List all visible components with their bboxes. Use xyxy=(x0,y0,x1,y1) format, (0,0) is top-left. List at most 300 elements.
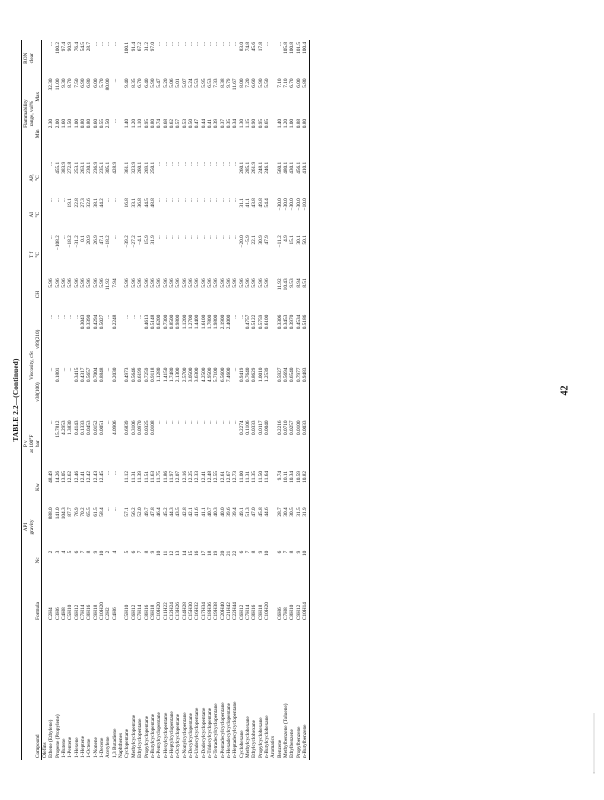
value-cell: 9 xyxy=(257,550,264,554)
value-cell: 6.40 xyxy=(143,78,150,88)
value-cell: 0.2274 xyxy=(238,420,245,435)
value-cell: 5.53 xyxy=(194,78,201,88)
value-cell: ... xyxy=(213,235,220,240)
value-cell: 5.50 xyxy=(264,78,271,88)
value-cell: 230.1 xyxy=(86,161,93,174)
value-cell: 11.35 xyxy=(251,471,258,483)
value-cell: 47.1 xyxy=(99,235,106,245)
value-cell: 14.26 xyxy=(54,471,61,483)
value-cell: 30.5 xyxy=(289,507,296,517)
value-cell: 12.67 xyxy=(225,471,232,483)
value-cell: 97.0 xyxy=(149,42,156,52)
value-cell: 12.25 xyxy=(187,471,194,483)
value-cell: 7 xyxy=(80,550,87,554)
value-cell: 31.1 xyxy=(238,198,245,208)
value-cell: ... xyxy=(162,235,169,240)
value-cell: 15 xyxy=(187,550,194,556)
value-cell: 6.00 xyxy=(92,78,99,88)
value-cell: ... xyxy=(111,471,118,475)
value-cell: 272.8 xyxy=(67,161,74,174)
compound-name: Propene (Propylene) xyxy=(54,714,61,758)
compound-name: n-Hexylcyclopentane xyxy=(162,712,169,758)
value-cell: 5.96 xyxy=(168,278,175,288)
header-ai-unit: °C xyxy=(35,196,42,233)
value-cell: 0.2030 xyxy=(111,367,118,383)
formula-cell: C8H16 xyxy=(251,604,258,620)
value-cell: 10.59 xyxy=(295,471,302,483)
value-cell: ... xyxy=(200,420,207,425)
value-cell: 27.3 xyxy=(80,198,87,208)
value-cell: 0.0051 xyxy=(99,420,106,435)
value-cell: −27.2 xyxy=(130,235,137,248)
value-cell: 263.1 xyxy=(80,161,87,174)
value-cell: ... xyxy=(232,235,239,240)
value-cell: 0.7977 xyxy=(295,367,302,383)
value-cell: 9 xyxy=(149,550,156,554)
value-cell: ... xyxy=(168,161,175,166)
value-cell: 5.96 xyxy=(130,278,137,288)
value-cell: 80.00 xyxy=(105,78,112,91)
value-cell: 12.33 xyxy=(194,471,201,483)
value-cell: 0.37 xyxy=(219,118,226,129)
value-cell: 1.20 xyxy=(283,118,290,129)
header-pv: P v xyxy=(23,440,29,448)
value-cell: 8.94 xyxy=(295,278,302,288)
value-cell: 38.1 xyxy=(92,198,99,208)
header-v99: ν99(210) xyxy=(35,313,42,366)
value-cell: ... xyxy=(168,198,175,203)
value-cell: ... xyxy=(232,314,239,319)
value-cell: 50.1 xyxy=(302,235,309,245)
value-cell: 261.9 xyxy=(251,161,258,174)
formula-cell: C6H12 xyxy=(238,604,245,620)
value-cell: ... xyxy=(105,367,112,372)
value-cell: 1.2700 xyxy=(187,314,194,330)
value-cell: 0.9419 xyxy=(238,367,245,383)
value-cell: 6.60 xyxy=(251,78,258,88)
value-cell: −30.0 xyxy=(289,198,296,211)
value-cell: ... xyxy=(73,314,80,319)
value-cell: 32.30 xyxy=(48,78,55,91)
value-cell: ... xyxy=(175,42,182,46)
value-cell: 4 xyxy=(61,550,68,554)
value-cell: 6.90 xyxy=(80,78,87,88)
compound-name: 1-Decene xyxy=(99,737,106,758)
value-cell: 87.7 xyxy=(67,507,74,517)
value-cell: −30.0 xyxy=(283,198,290,211)
value-cell: 6.5600 xyxy=(219,367,226,383)
page-number: 42 xyxy=(559,385,571,396)
value-cell: 100.2 xyxy=(54,42,61,54)
formula-cell: C19H38 xyxy=(213,602,220,620)
value-cell: 5.96 xyxy=(99,278,106,288)
value-cell: 49.8 xyxy=(257,198,264,208)
header-ron-clear: clear xyxy=(29,53,35,64)
value-cell: 15.1 xyxy=(289,235,296,245)
value-cell: 6.70 xyxy=(137,78,144,88)
value-cell: 2.4000 xyxy=(225,314,232,330)
value-cell: 5.96 xyxy=(206,278,213,288)
value-cell: 0.5657 xyxy=(86,367,93,383)
value-cell: 12.48 xyxy=(206,471,213,483)
value-cell: 11.75 xyxy=(156,471,163,483)
value-cell: 5.96 xyxy=(175,278,182,288)
value-cell: ... xyxy=(200,198,207,203)
value-cell: 54.4 xyxy=(264,198,271,208)
value-cell: −20.0 xyxy=(238,235,245,248)
value-cell: 12.41 xyxy=(200,471,207,483)
group-name: Olefins xyxy=(42,742,48,758)
value-cell: 6.00 xyxy=(295,78,302,88)
value-cell: ... xyxy=(213,420,220,425)
value-cell: 5.96 xyxy=(137,278,144,288)
value-cell: 11.97 xyxy=(168,471,175,483)
value-cell: 31.5 xyxy=(295,507,302,517)
value-cell: ... xyxy=(48,161,55,166)
value-cell: 0.3106 xyxy=(130,420,137,435)
value-cell: 305.1 xyxy=(105,161,112,174)
value-cell: 42.1 xyxy=(187,507,194,517)
value-cell: 6 xyxy=(73,550,80,554)
compound-name: Cyclohexane xyxy=(238,730,245,758)
value-cell: 3 xyxy=(54,550,61,554)
value-cell: 5 xyxy=(67,550,74,554)
formula-cell: C14H28 xyxy=(181,602,188,620)
value-cell: 10.82 xyxy=(302,471,309,483)
value-cell: 41.1 xyxy=(245,198,251,208)
value-cell: 0.4294 xyxy=(92,314,99,330)
value-cell: −10.0 xyxy=(302,198,309,211)
value-cell: 0.80 xyxy=(86,118,93,129)
header-pv-bar: bar xyxy=(35,418,42,469)
formula-cell: C9H12 xyxy=(295,604,302,620)
value-cell: 8.00 xyxy=(238,78,245,88)
value-cell: 5.96 xyxy=(181,278,188,288)
value-cell: ... xyxy=(219,420,226,425)
value-cell: 5.47 xyxy=(156,78,163,88)
value-cell: 74.8 xyxy=(245,42,251,52)
value-cell: 5.7100 xyxy=(213,367,220,383)
header-api: API xyxy=(23,522,29,532)
value-cell: 5.96 xyxy=(48,278,55,288)
value-cell: ... xyxy=(187,42,194,46)
value-cell: 19.1 xyxy=(67,198,74,208)
value-cell: 0.3453 xyxy=(283,314,290,330)
value-cell: 11.51 xyxy=(143,471,150,483)
header-tf: T f xyxy=(29,251,35,258)
value-cell: 30.4 xyxy=(283,507,290,517)
value-cell: 5.96 xyxy=(232,278,239,288)
value-cell: 7.94 xyxy=(111,278,118,288)
value-cell: ... xyxy=(187,420,194,425)
value-cell: 0.8848 xyxy=(99,367,106,383)
value-cell: 6.80 xyxy=(86,78,93,88)
value-cell: 0.5759 xyxy=(257,314,264,330)
formula-cell: C7H14 xyxy=(137,604,144,620)
value-cell: 26.9 xyxy=(92,235,99,245)
value-cell: 5.07 xyxy=(181,78,188,88)
value-cell: ... xyxy=(130,314,137,319)
value-cell: ... xyxy=(232,198,239,203)
group-heading xyxy=(42,40,49,760)
value-cell: 5.01 xyxy=(175,78,182,88)
value-cell: 5.96 xyxy=(213,278,220,288)
value-cell: 0.80 xyxy=(149,118,156,129)
value-cell: 0.1333 xyxy=(80,420,87,435)
value-cell: ... xyxy=(124,314,131,319)
compound-name: Methylcyclopentane xyxy=(130,714,137,758)
value-cell: 1.15 xyxy=(245,118,251,129)
value-cell: 8.38 xyxy=(219,78,226,88)
value-cell: −31.2 xyxy=(73,235,80,248)
value-cell: 44.3 xyxy=(168,507,175,517)
value-cell: 0.95 xyxy=(257,118,264,129)
compound-name: n-Pentadecylcyclopentane xyxy=(219,702,226,758)
value-cell: 11 xyxy=(162,550,169,556)
value-cell: 5.96 xyxy=(225,278,232,288)
value-cell: 1.10 xyxy=(137,118,144,129)
compound-name: Benzene xyxy=(276,739,283,758)
value-cell: ... xyxy=(206,161,213,166)
value-cell: 0.3043 xyxy=(80,314,87,330)
value-cell: 4 xyxy=(111,550,118,554)
value-cell: 285.1 xyxy=(245,161,251,174)
value-cell: 44.2 xyxy=(99,198,106,208)
compound-name: n-Undecylcyclopentane xyxy=(194,707,201,758)
formula-cell: C9H18 xyxy=(149,604,156,620)
value-cell: 0.68 xyxy=(162,118,169,129)
value-cell: ... xyxy=(225,198,232,203)
value-cell: 0.0333 xyxy=(251,420,258,435)
value-cell: 6 xyxy=(276,550,283,554)
value-cell: 7.10 xyxy=(283,78,290,88)
value-cell: 246.1 xyxy=(264,161,271,174)
formula-cell: C22H44 xyxy=(232,602,239,620)
value-cell: ... xyxy=(111,78,118,83)
value-cell: 0.5122 xyxy=(251,314,258,330)
compound-name: n-Dodecylcyclopentane xyxy=(200,707,207,758)
value-cell: 4.2500 xyxy=(200,367,207,383)
value-cell: 0.88 xyxy=(295,118,302,129)
value-cell: ... xyxy=(232,367,239,372)
formula-cell: C3H6 xyxy=(54,607,61,620)
value-cell: 0.0033 xyxy=(302,420,309,435)
value-cell: ... xyxy=(213,161,220,166)
value-cell: 11.31 xyxy=(245,471,251,483)
value-cell: 83.0 xyxy=(238,42,245,52)
value-cell: −5.9 xyxy=(245,235,251,245)
value-cell: 31.9 xyxy=(302,507,309,517)
value-cell: 11.67 xyxy=(232,78,239,91)
value-cell: 323.9 xyxy=(130,161,137,174)
value-cell: 0.60 xyxy=(92,118,99,129)
value-cell: ... xyxy=(264,42,271,46)
value-cell: 888.0 xyxy=(48,507,55,520)
value-cell: 253.1 xyxy=(73,161,80,174)
value-cell: 0.0453 xyxy=(86,420,93,435)
value-cell: ... xyxy=(54,198,61,203)
value-cell: 1.20 xyxy=(130,118,137,129)
value-cell: 12.07 xyxy=(175,471,182,483)
value-cell: ... xyxy=(105,471,112,475)
value-cell: 141.0 xyxy=(54,507,61,520)
value-cell: −11.2 xyxy=(276,235,283,248)
value-cell: 4.2953 xyxy=(61,420,68,435)
value-cell: 0.3306 xyxy=(276,314,283,330)
value-cell: 1.3830 xyxy=(67,420,74,435)
value-cell: 40.7 xyxy=(206,507,213,517)
header-kw: Kw xyxy=(35,469,42,505)
value-cell: 5.96 xyxy=(54,278,61,288)
formula-cell: C8H10 xyxy=(289,604,296,620)
value-cell: 41.1 xyxy=(200,507,207,517)
value-cell: 0.55 xyxy=(99,118,106,129)
value-cell: ... xyxy=(181,235,188,240)
value-cell: 44.5 xyxy=(143,198,150,208)
value-cell: 0.3415 xyxy=(73,367,80,383)
value-cell: ... xyxy=(181,420,188,425)
value-cell: ... xyxy=(175,235,182,240)
value-cell: 5.90 xyxy=(149,78,156,88)
value-cell: 2.00 xyxy=(54,118,61,129)
value-cell: 480.1 xyxy=(283,161,290,174)
header-compound: Compound xyxy=(35,622,42,760)
value-cell: 0.90 xyxy=(251,118,258,129)
header-flam-range: range, vol% xyxy=(29,100,35,127)
value-cell: 11.12 xyxy=(124,471,131,483)
value-cell: 7.10 xyxy=(276,78,283,88)
footer-dots xyxy=(594,714,597,774)
value-cell: 12.45 xyxy=(99,471,106,483)
value-cell: 9.53 xyxy=(289,278,296,288)
value-cell: 45.2 xyxy=(162,507,169,517)
compound-name: 1-Heptene xyxy=(80,735,87,758)
value-cell: 8 xyxy=(86,550,93,554)
value-cell: 0.6100 xyxy=(264,314,271,330)
value-cell: ... xyxy=(61,367,68,372)
value-cell: 1.40 xyxy=(276,118,283,129)
value-cell: 5.96 xyxy=(245,278,251,288)
value-cell: 101.5 xyxy=(295,42,302,54)
formula-cell: C18H36 xyxy=(206,602,213,620)
compound-name: Ethylcyclopentane xyxy=(137,718,144,758)
value-cell: 57.1 xyxy=(124,507,131,517)
value-cell: 30.1 xyxy=(295,235,302,245)
value-cell: 0.65 xyxy=(264,118,271,129)
formula-cell: C5H10 xyxy=(67,604,74,620)
value-cell: 456.1 xyxy=(295,161,302,174)
value-cell: 1.00 xyxy=(73,118,80,129)
value-cell: 12.42 xyxy=(86,471,93,483)
value-cell: ... xyxy=(162,198,169,203)
value-cell: 5.96 xyxy=(257,278,264,288)
value-cell: 260.1 xyxy=(238,161,245,174)
value-cell: 0.0108 xyxy=(149,420,156,435)
value-cell: 22.1 xyxy=(251,235,258,245)
value-cell: 13.05 xyxy=(61,471,68,483)
group-name: Naphthenes xyxy=(118,732,125,758)
value-cell: ... xyxy=(181,198,188,203)
value-cell: 51.3 xyxy=(245,507,251,517)
value-cell: 0.0117 xyxy=(257,420,264,435)
value-cell: 9.74 xyxy=(276,471,283,481)
value-cell: 0.44 xyxy=(200,118,207,129)
value-cell: 5.96 xyxy=(86,278,93,288)
value-cell: ... xyxy=(206,235,213,240)
value-cell: 42.8 xyxy=(181,507,188,517)
value-cell: 8.70 xyxy=(67,78,74,88)
rotated-table-page xyxy=(12,40,532,760)
compound-name: n-Heptadecylcyclopentane xyxy=(232,701,239,758)
value-cell: 4.9500 xyxy=(206,367,213,383)
header-ap: AP, xyxy=(29,174,35,182)
value-cell: ... xyxy=(105,198,112,203)
value-cell: 0.7300 xyxy=(162,314,169,330)
value-cell: 0.74 xyxy=(156,118,163,129)
value-cell: 5.96 xyxy=(162,278,169,288)
value-cell: ... xyxy=(175,198,182,203)
value-cell: ... xyxy=(187,198,194,203)
value-cell: 5.80 xyxy=(302,78,309,88)
value-cell: ... xyxy=(219,235,226,240)
value-cell: ... xyxy=(111,507,118,512)
header-ap-unit: °C xyxy=(35,160,42,196)
value-cell: ... xyxy=(162,42,169,46)
value-cell: 30.9 xyxy=(257,235,264,245)
value-cell: 5.96 xyxy=(251,278,258,288)
value-cell: 0.80 xyxy=(80,118,87,129)
value-cell: 0.2216 xyxy=(276,420,283,435)
value-cell: 5.96 xyxy=(143,278,150,288)
value-cell: 76.9 xyxy=(73,507,80,517)
value-cell: 49.7 xyxy=(143,507,150,517)
value-cell: ... xyxy=(162,420,169,425)
formula-cell: C10H20 xyxy=(156,602,163,620)
value-cell: 48.8 xyxy=(149,198,156,208)
value-cell: 0.34 xyxy=(232,118,239,129)
value-cell: 45.8 xyxy=(257,507,264,517)
value-cell: 41.6 xyxy=(194,507,201,517)
value-cell: 10 xyxy=(156,550,163,556)
formula-cell: C5H10 xyxy=(124,604,131,620)
value-cell: 15.9 xyxy=(143,235,150,245)
value-cell: −4.1 xyxy=(137,235,144,245)
formula-cell: C10H20 xyxy=(264,602,271,620)
value-cell: 235.1 xyxy=(99,161,106,174)
header-flammability: Flammability xyxy=(23,99,29,128)
value-cell: 4.9 xyxy=(283,235,290,242)
value-cell: 8.51 xyxy=(302,278,309,288)
value-cell: 0.0710 xyxy=(283,420,290,435)
value-cell: 3.6300 xyxy=(194,367,201,383)
value-cell: 0.0325 xyxy=(143,420,150,435)
value-cell: 16.8 xyxy=(124,198,131,208)
value-cell: 0.3390 xyxy=(86,314,93,330)
header-flam-min: Min xyxy=(35,117,42,151)
value-cell: 1.30 xyxy=(238,118,245,129)
value-cell: 0.7259 xyxy=(143,367,150,383)
formula-cell: C2H2 xyxy=(105,607,112,620)
value-cell: ... xyxy=(156,198,163,203)
value-cell: ... xyxy=(200,235,207,240)
value-cell: 0.39 xyxy=(213,118,220,129)
value-cell: ... xyxy=(206,420,213,425)
compound-name: 1-Butene xyxy=(61,738,68,758)
value-cell: 5.96 xyxy=(73,278,80,288)
value-cell: 2.1900 xyxy=(219,314,226,330)
value-cell: ... xyxy=(162,161,169,166)
value-cell: 47.9 xyxy=(264,235,271,245)
